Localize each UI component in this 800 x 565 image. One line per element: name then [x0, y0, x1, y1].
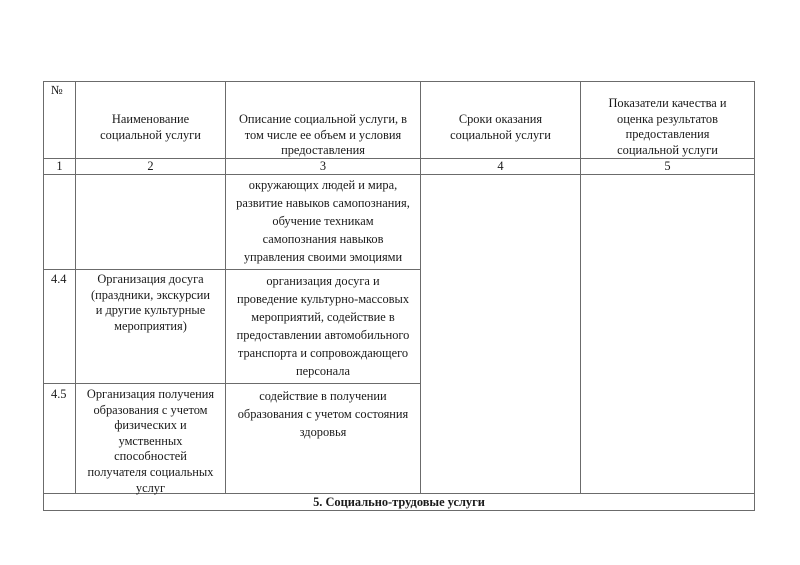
header-service-description: Описание социальной услуги, в том числе ее объем и условия предоставления [238, 112, 407, 158]
header-service-name: Наименование социальной услуги [100, 112, 201, 142]
row-4-4-top-rule [43, 269, 420, 270]
header-service-terms: Сроки оказания социальной услуги [450, 112, 551, 142]
section-title: 5. Социально-трудовые услуги [313, 495, 485, 509]
row-4-4-service-name: Организация досуга (праздники, экскурсии и другие культурные мероприятия) [90, 272, 211, 333]
row-4-5-description: содействие в получении образования с учетом состояния здоровья [237, 389, 409, 439]
continuation-description: окружающих людей и мира, развитие навыков самопознания, обучение техникам самопознания навыков управления своими эмоциями [236, 178, 410, 264]
column-number-1: 1 [56, 159, 63, 173]
row-4-5-top-rule [43, 383, 420, 384]
column-number-2: 2 [147, 159, 154, 173]
header-number-sign: № [51, 83, 63, 97]
row-4-5-service-name: Организация получения образования с учетом физических и умственных способностей получателя социальных услуг [86, 387, 215, 495]
column-number-5: 5 [664, 159, 671, 173]
row-4-4-number: 4.4 [51, 272, 67, 286]
table-right-border [754, 81, 755, 511]
table-left-border [43, 81, 44, 511]
header-quality-indicators: Показатели качества и оценка результатов предоставления социальной услуги [608, 96, 727, 157]
row-4-4-description: организация досуга и проведение культурно-массовых мероприятий, содействие в предоставлении автомобильного транспорта и сопровождающего персонала [236, 274, 410, 378]
column-number-3: 3 [319, 159, 327, 173]
table-top-border [43, 81, 754, 82]
row-4-5-number: 4.5 [51, 387, 67, 401]
column-number-4: 4 [497, 159, 504, 173]
